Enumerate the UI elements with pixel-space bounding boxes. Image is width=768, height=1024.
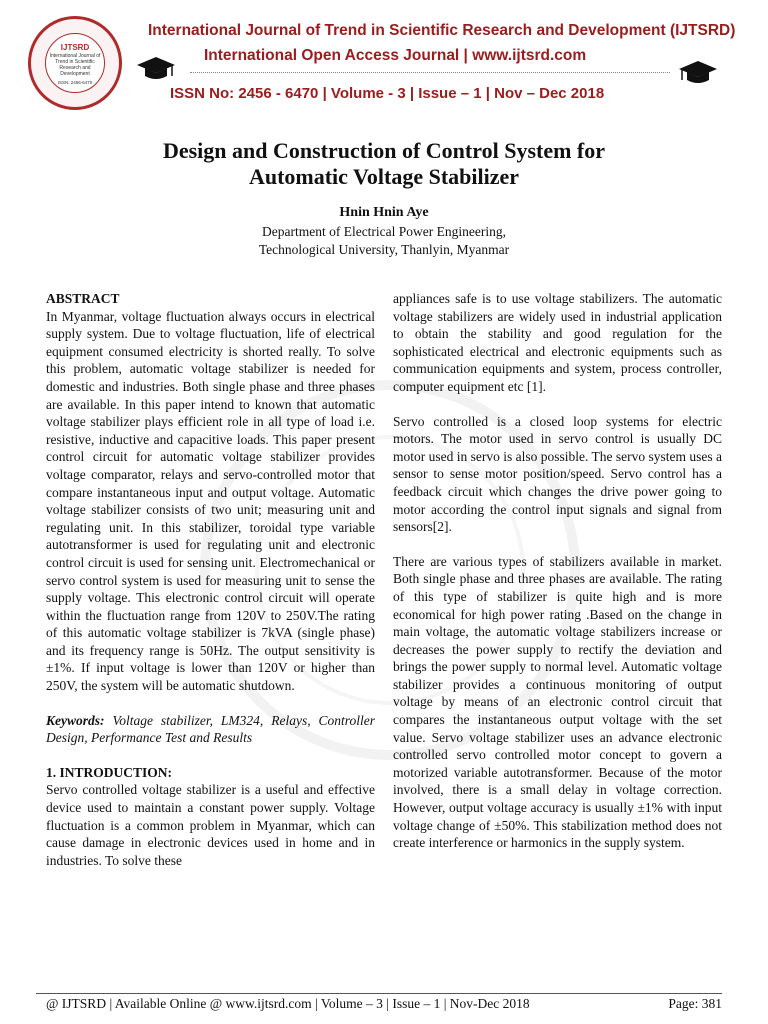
left-column [46, 290, 375, 869]
journal-header [0, 0, 768, 120]
graduation-cap-icon [678, 58, 718, 88]
author-name: Hnin Hnin Aye [339, 205, 429, 220]
journal-subtitle[interactable]: International Open Access Journal | www.ijtsrd.com [204, 47, 587, 64]
keywords-text: Voltage stabilizer, LM324, Relays, Controller Design, Performance Test and Results [46, 712, 376, 746]
introduction-para2: Servo controlled is a closed loop systems for electric motors. The motor used in servo control is usually DC motor used in servo is also possible. The servo system uses a sensor to sense motor position/speed. Servo control has a feedback circuit which changes the drive power going to motor according the control input signals and signal from sensors[2]. [393, 413, 722, 535]
paper-title-line2: Automatic Voltage Stabilizer [248, 164, 520, 189]
introduction-para3: There are various types of stabilizers available in market. Both single phase and three phases are available. The rating of this type of stabilizer is quite high and is more economical for high power rating .Based on the change in main voltage, the automatic voltage stabilizers increase or decreases the power supply to rectify the deviation and brings the power supply to normal level. Automatic voltage stabilizer provides a continuous monitoring of output voltage by means of an electronic control circuit that compares the instantaneous output voltage with the set value. Servo voltage stabilizer uses an advance electronic controlled servo controlled motor concept to govern a motorized variable autotransformer. Because of the motor involved, there is a small delay in voltage correction. However, output voltage accuracy is usually ±1% with input voltage change of ±50%. This stabilization method does not create interference or harmonics in the supply system. [393, 553, 722, 851]
footer-citation: @ IJTSRD | Available Online @ www.ijtsrd.com | Volume – 3 | Issue – 1 | Nov-Dec 2018 [46, 996, 530, 1011]
paper-title [100, 138, 668, 190]
paper-title-line1: Design and Construction of Control System for [162, 138, 606, 163]
logo-name: International Journal of Trend in Scientific Research and Development [49, 53, 101, 77]
keywords-label: Keywords: [46, 712, 105, 728]
abstract-heading: ABSTRACT [46, 291, 120, 306]
issn-volume-line: ISSN No: 2456 - 6470 | Volume - 3 | Issue – 1 | Nov – Dec 2018 [170, 85, 605, 102]
graduation-cap-icon [136, 54, 176, 84]
logo-issn: ISSN: 2456-6470 [57, 80, 93, 85]
abstract-text: In Myanmar, voltage fluctuation always occurs in electrical supply system. Due to voltage fluctuation, life of electrical equipment consumed electricity is shorted really. To solve this problem, automatic voltage stabilizer is needed for domestic and industries. Both single phase and three phases are available. In this paper intend to known that automatic voltage stabilizer plays efficient role in all type of load i.e. resistive, inductive and capacitive loads. This paper present control circuit for automatic voltage stabilizer provides voltage comparator, relays and servo-controlled motor that compare instantaneous input and output voltage. Automatic voltage stabilizer consists of two unit; measuring unit and regulating unit. In this stabilizer, toroidal type variable autotransformer is used for regulating unit and electronic control circuit is used for sensing unit. Electromechanical or servo control system is used for measuring unit to sense the supply voltage. This electronic control circuit will operate within the fluctuation range from 120V to 250V.The rating of this automatic voltage stabilizer is 7kVA (single phase) and its frequency range is 50Hz. The output sensitivity is ±1%. If input voltage is lower than 120V or higher than 250V, the system will be automatic shutdown. [46, 308, 375, 694]
keywords [46, 712, 375, 747]
introduction-para1-end: appliances safe is to use voltage stabilizers. The automatic voltage stabilizers are widely used in industrial application to obtain the stability and good regulation for the sophisticated electrical and electronic equipments such as communication equipments and system, process controller, computer equipment etc [1]. [393, 291, 722, 394]
right-column [393, 290, 722, 852]
author-affiliation [100, 223, 668, 259]
affiliation-line2: Technological University, Thanlyin, Myanmar [258, 242, 510, 257]
introduction-heading: 1. INTRODUCTION: [46, 764, 173, 780]
affiliation-line1: Department of Electrical Power Engineering, [261, 224, 507, 239]
footer-divider [36, 993, 722, 994]
introduction-para1-start: Servo controlled voltage stabilizer is a useful and effective device used to maintain a constant power supply. Voltage fluctuation is a common problem in Myanmar, which can cause damage in electronic devices used in home and in industries. To solve these [46, 782, 375, 868]
logo-abbr: IJTSRD [60, 43, 90, 52]
journal-logo [28, 16, 122, 110]
header-divider [190, 72, 670, 73]
journal-logo-inner [45, 33, 105, 93]
journal-title: International Journal of Trend in Scientific Research and Development (IJTSRD) [148, 22, 736, 39]
page-number: Page: 381 [668, 996, 722, 1011]
